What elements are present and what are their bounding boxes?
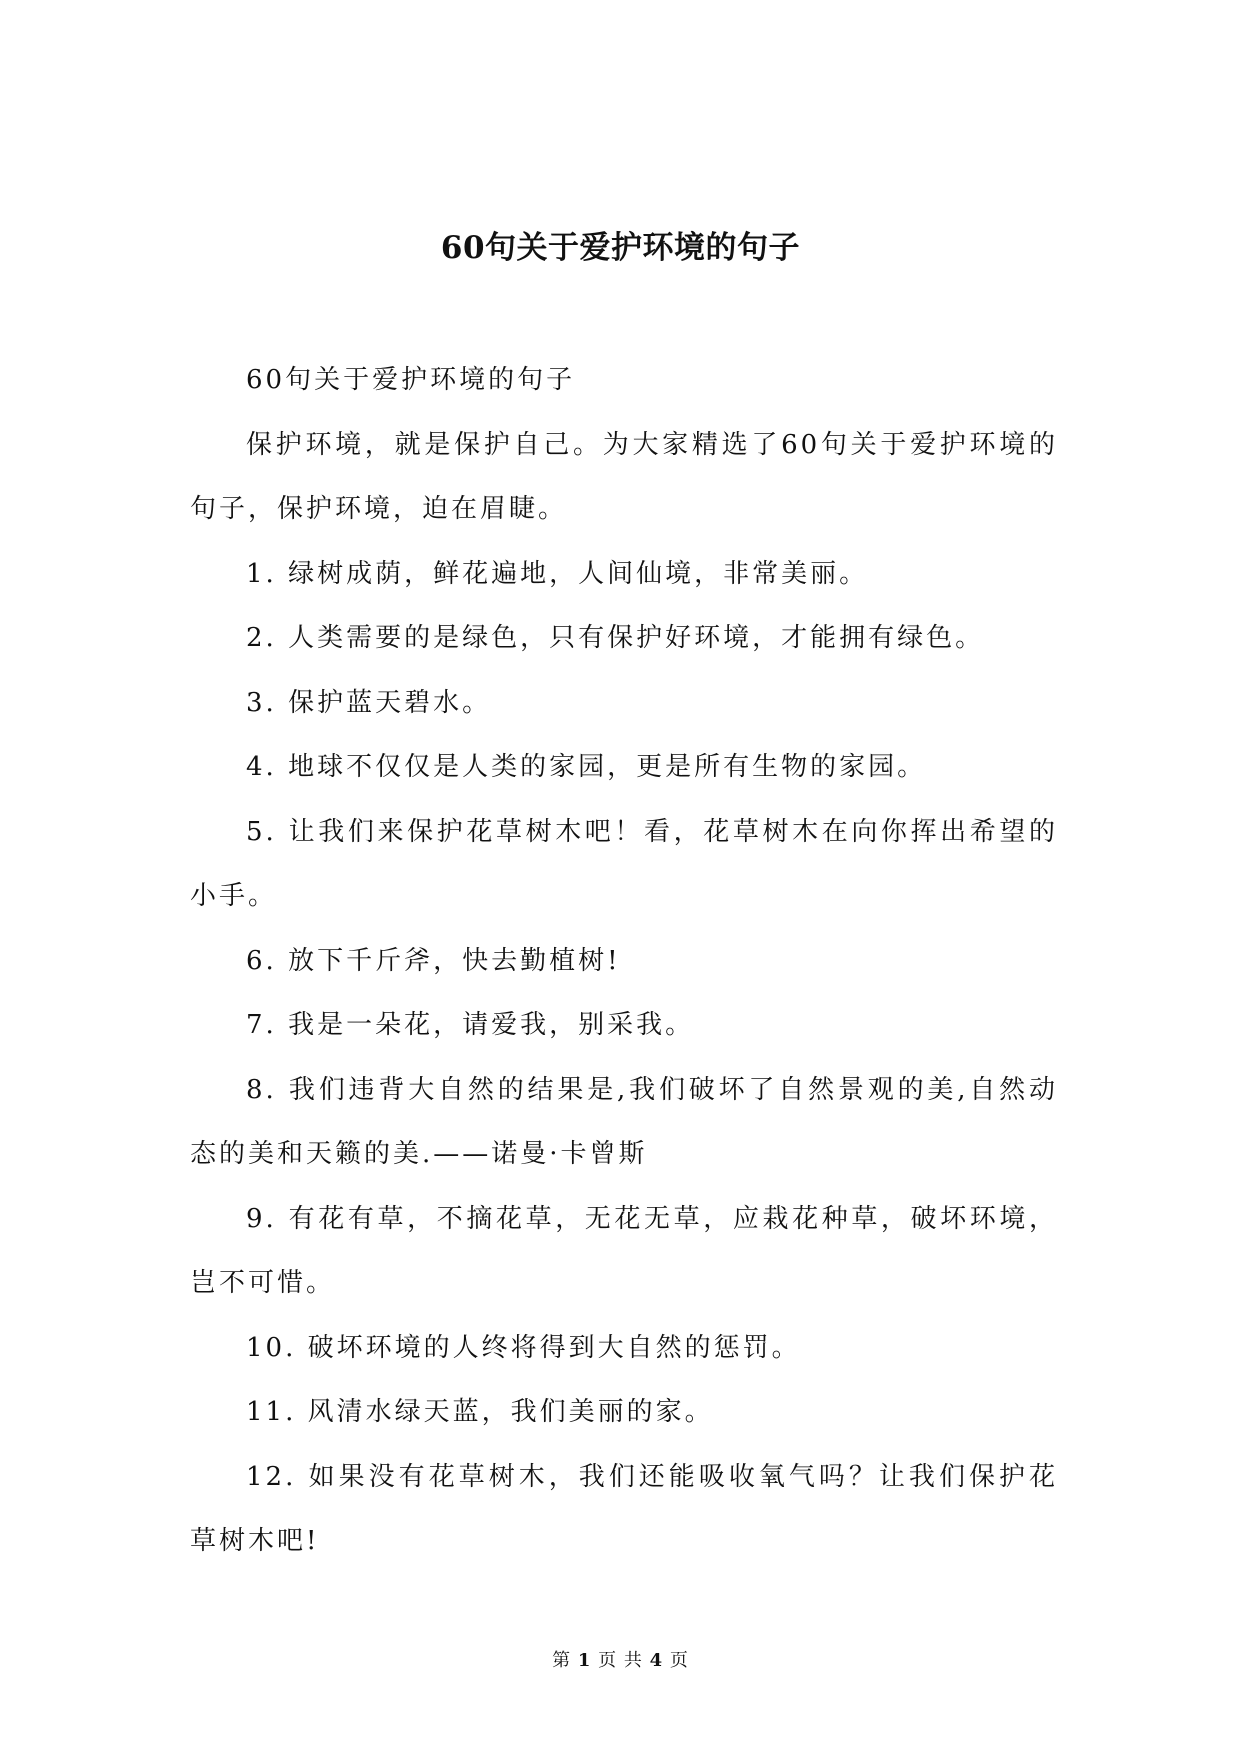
list-item: 5. 让我们来保护花草树木吧！看，花草树木在向你挥出希望的小手。 <box>190 816 1058 911</box>
footer-suffix: 页 <box>669 1650 689 1671</box>
footer-middle: 页 共 <box>598 1650 643 1671</box>
page-title: 60句关于爱护环境的句子 <box>440 230 801 266</box>
document-body <box>190 348 1058 1574</box>
paragraph-subtitle: 60句关于爱护环境的句子 <box>246 365 576 395</box>
list-item: 8. 我们违背大自然的结果是,我们破坏了自然景观的美,自然动态的美和天籁的美.——诺曼·卡曾斯 <box>190 1074 1058 1169</box>
list-item: 2. 人类需要的是绿色，只有保护好环境，才能拥有绿色。 <box>246 623 985 653</box>
list-item: 4. 地球不仅仅是人类的家园，更是所有生物的家园。 <box>246 752 927 782</box>
list-item: 6. 放下千斤斧，快去勤植树! <box>246 945 621 976</box>
paragraph-intro: 保护环境，就是保护自己。为大家精选了60句关于爱护环境的句子，保护环境，迫在眉睫。 <box>190 429 1058 524</box>
list-item: 11. 风清水绿天蓝，我们美丽的家。 <box>246 1397 714 1427</box>
list-item: 3. 保护蓝天碧水。 <box>246 687 492 718</box>
list-item: 7. 我是一朵花，请爱我，别采我。 <box>246 1010 695 1040</box>
list-item: 1. 绿树成荫，鲜花遍地，人间仙境，非常美丽。 <box>246 558 869 589</box>
list-item: 12. 如果没有花草树木，我们还能吸收氧气吗？让我们保护花草树木吧! <box>190 1461 1058 1556</box>
footer-total-pages: 4 <box>649 1650 664 1671</box>
footer-prefix: 第 <box>552 1650 572 1671</box>
list-item: 10. 破坏环境的人终将得到大自然的惩罚。 <box>246 1332 801 1363</box>
list-item: 9. 有花有草，不摘花草，无花无草，应栽花种草，破坏环境，岂不可惜。 <box>190 1203 1058 1298</box>
footer-current-page: 1 <box>577 1650 592 1671</box>
page-footer <box>0 1646 1241 1672</box>
